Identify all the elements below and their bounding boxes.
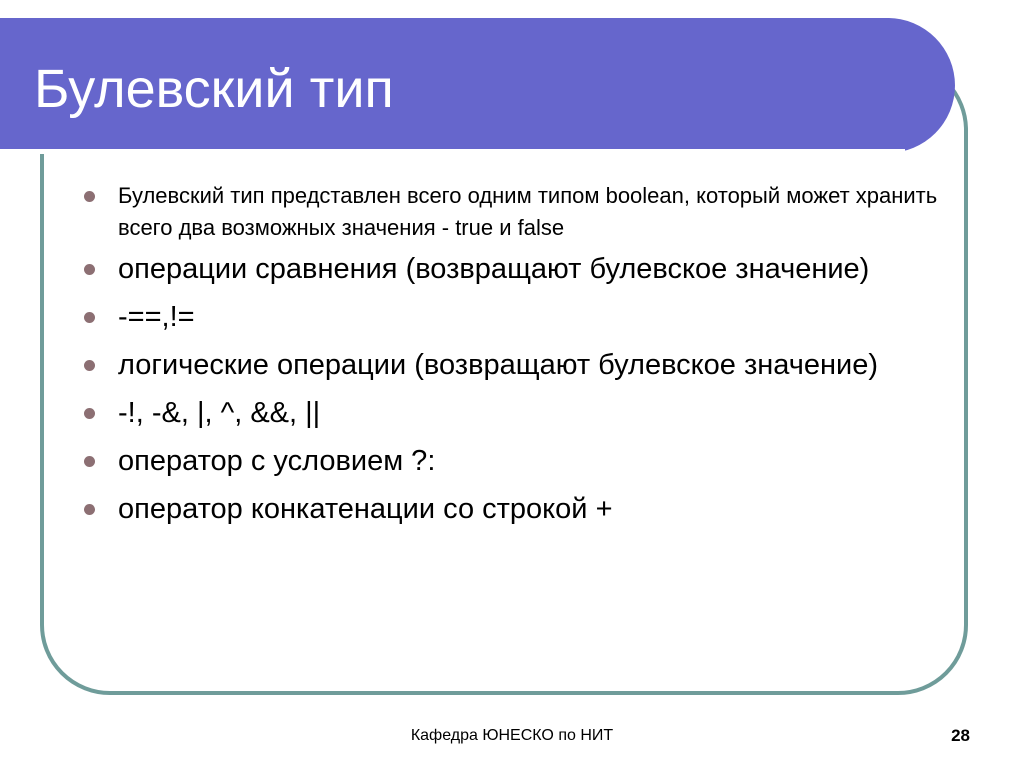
bullet-dot-icon bbox=[84, 191, 95, 202]
bullet-item bbox=[82, 394, 942, 432]
bullet-text: -!, -&, |, ^, &&, || bbox=[118, 397, 321, 429]
bullet-dot-icon bbox=[84, 456, 95, 467]
bullet-item bbox=[82, 180, 942, 244]
bullet-dot-icon bbox=[84, 408, 95, 419]
bullet-text: оператор с условием ?: bbox=[118, 445, 436, 477]
bullet-dot-icon bbox=[84, 360, 95, 371]
bullet-dot-icon bbox=[84, 504, 95, 515]
title-bar bbox=[0, 18, 955, 153]
footer-text: Кафедра ЮНЕСКО по НИТ bbox=[410, 727, 614, 744]
bullet-item bbox=[82, 298, 942, 336]
slide-title: Булевский тип bbox=[34, 59, 394, 119]
bullet-item bbox=[82, 490, 942, 528]
bullet-list bbox=[82, 180, 942, 538]
bullet-item bbox=[82, 250, 942, 288]
bullet-text: -==,!= bbox=[118, 301, 195, 333]
bullet-dot-icon bbox=[84, 264, 95, 275]
bullet-text: логические операции (возвращают булевское значение) bbox=[118, 349, 879, 381]
bullet-dot-icon bbox=[84, 312, 95, 323]
bullet-text: операции сравнения (возвращают булевское значение) bbox=[118, 253, 870, 285]
title-underline bbox=[0, 149, 905, 154]
bullet-item bbox=[82, 442, 942, 480]
bullet-item bbox=[82, 346, 942, 384]
bullet-text: Булевский тип представлен всего одним типом boolean, который может хранить всего два возможных значения - true и false bbox=[118, 183, 938, 240]
page-number: 28 bbox=[951, 726, 970, 745]
bullet-text: оператор конкатенации со строкой + bbox=[118, 493, 613, 525]
